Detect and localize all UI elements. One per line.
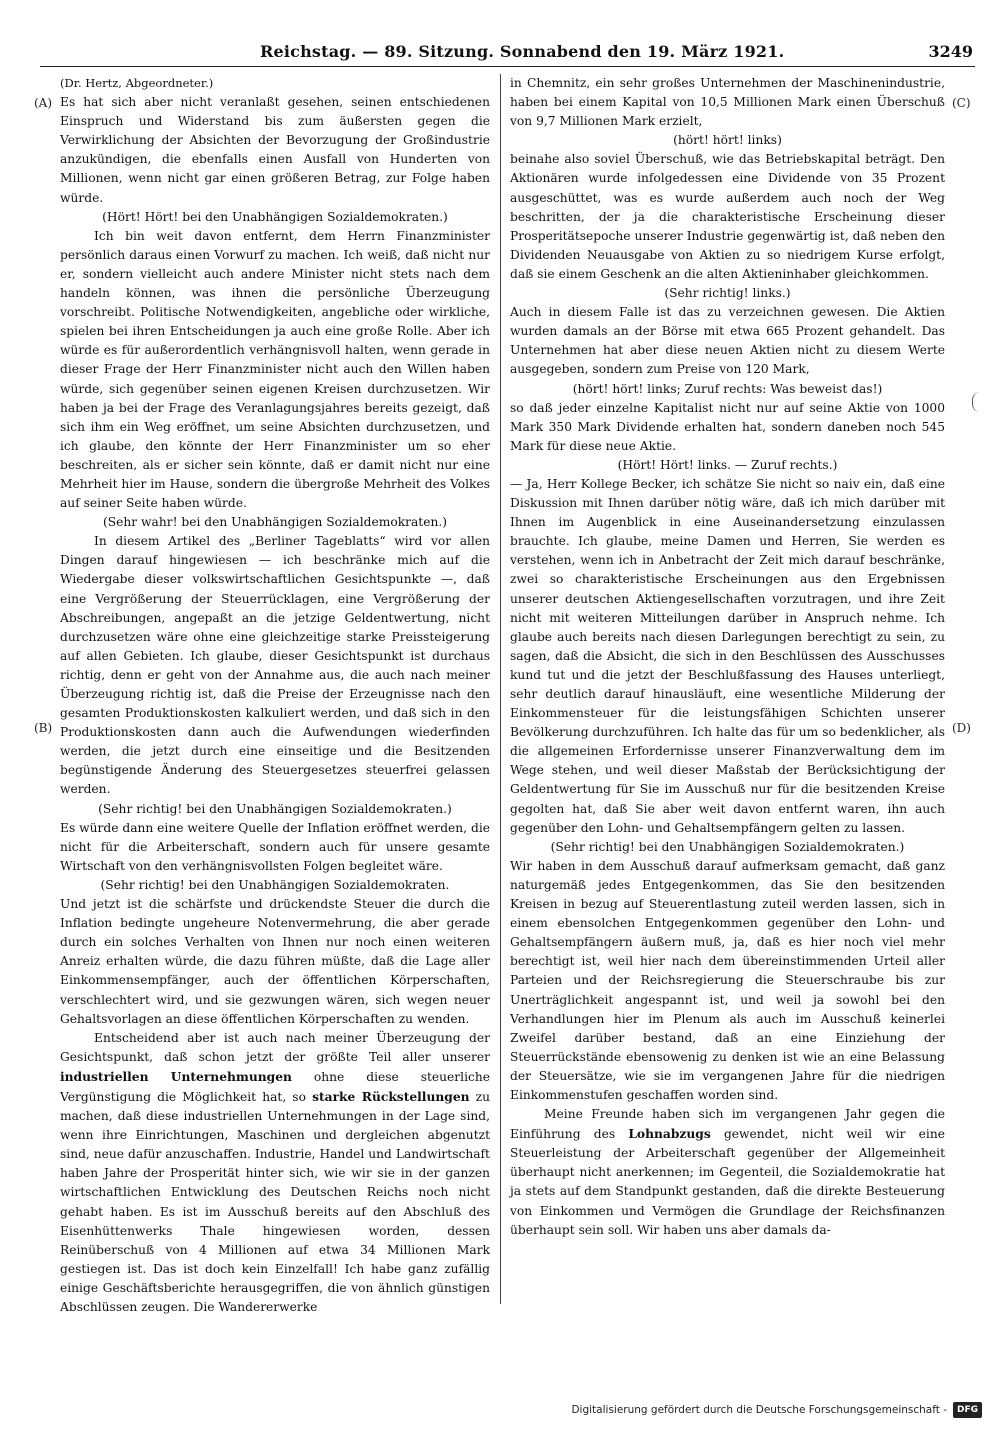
dfg-logo: DFG: [953, 1402, 982, 1418]
interjection: (Sehr richtig! bei den Unabhängigen Sozialdemokraten.): [98, 801, 452, 816]
interjection: (hört! hört! links): [673, 133, 782, 148]
speaker-line: (Dr. Hertz, Abgeordneter.): [60, 76, 214, 90]
paragraph: Entscheidend aber ist auch nach meiner Überzeugung der Gesichtspunkt, daß schon jetzt der größte Teil aller unserer industriellen Unternehmungen ohne diese steuerliche Vergünstigung die Möglichkeit hat, so starke Rückstellungen zu machen, daß diese industriellen Unternehmungen in der Lage sind, wenn ihre Einrichtungen, Maschinen und dergleichen abgenutzt sind, neue dafür anzuschaffen. Industrie, Handel und Landwirtschaft haben Jahre der Prosperität hinter sich, wie wir sie in der ganzen wirtschaftlichen Entwicklung des Deutschen Reichs noch nicht gehabt haben. Es ist im Ausschuß bereits auf den Abschluß des Eisenhüttenwerks Thale hingewiesen worden, dessen Reinüberschuß von 4 Millionen auf etwa 34 Millionen Mark gestiegen ist. Das ist doch kein Einzelfall! Ich habe ganz zufällig einige Geschäftsberichte herausgegriffen, die von ähnlich günstigen Abschlüssen zeugen. Die Wandererwerke: [60, 1030, 491, 1314]
interjection: (Sehr richtig! links.): [664, 286, 791, 301]
running-title: Reichstag. — 89. Sitzung. Sonnabend den 19. März 1921.: [260, 42, 785, 61]
interjection: (Sehr richtig! bei den Unabhängigen Sozialdemokraten.: [100, 877, 450, 892]
emphasis: Lohnabzugs: [628, 1126, 711, 1142]
margin-marker-a: (A): [34, 96, 53, 110]
column-divider: [500, 74, 501, 1304]
margin-marker-c: (C): [952, 96, 971, 110]
page-header: [40, 36, 975, 67]
interjection: (hört! hört! links; Zuruf rechts: Was beweist das!): [572, 381, 883, 396]
page-edge-mark: [972, 392, 983, 412]
paragraph: beinahe also soviel Überschuß, wie das Betriebskapital beträgt. Den Aktionären wurde infolgedessen eine Dividende von 35 Prozent ausgeschüttet, was es wurde außerdem auch noch der Weg beschritten, der ja die charakteristische Erscheinung dieser Prosperitätsepoche unserer Industrie gegenwärtig ist, daß neben den Dividenden Neuausgabe von Aktien zu so niedrigem Kurse erfolgt, daß sie einem Geschenk an die alten Aktieninhaber gleichkommen.: [510, 152, 945, 281]
paragraph: Meine Freunde haben sich im vergangenen Jahr gegen die Einführung des Lohnabzugs gewendet, nicht weil wir eine Steuerleistung der Arbeiterschaft gegenüber der Allgemeinheit überhaupt nicht anerkennen; im Gegenteil, die Sozialdemokratie hat ja stets auf dem Standpunkt gestanden, daß die direkte Besteuerung von Einkommen und Vermögen die Grundlage der Reichsfinanzen überhaupt sein soll. Wir haben uns aber damals da-: [510, 1107, 945, 1237]
margin-marker-d: (D): [952, 721, 971, 735]
paragraph: Ich bin weit davon entfernt, dem Herrn Finanzminister persönlich daraus einen Vorwurf zu machen. Ich weiß, daß nicht nur er, sondern vielleicht auch andere Minister nicht stets nach dem handeln können, was ihnen die persönliche Überzeugung vorschreibt. Politische Notwendigkeiten, angebliche oder wirkliche, spielen bei ihren Entscheidungen ja auch eine große Rolle. Aber ich würde es für außerordentlich verhängnisvoll halten, wenn gerade in dieser Frage der Herr Finanzminister nicht auch den Willen haben würde, sich gegenüber seinen eigenen Kreisen durchzusetzen. Wir haben ja bei der Frage des Veranlagungsjahres bereits gezeigt, daß sich ihm ein Weg eröffnet, um seine Absichten durchzusetzen, und ich glaube, den könnte der Herr Finanzminister um so eher beschreiten, als er sicher sein könnte, daß er damit nicht nur eine Mehrheit hier im Hause, sondern die übergroße Mehrheit des Volkes auf seiner Seite haben würde.: [60, 228, 490, 511]
interjection: (Sehr wahr! bei den Unabhängigen Sozialdemokraten.): [102, 515, 448, 530]
paragraph: — Ja, Herr Kollege Becker, ich schätze Sie nicht so naiv ein, daß eine Diskussion mit Ihnen darüber nötig wäre, daß ich mich darüber mit Ihnen im Augenblick in eine Auseinandersetzung einzulassen brauchte. Ich glaube, meine Damen und Herren, Sie werden es verstehen, wenn ich in Anbetracht der Zeit mich darauf beschränke, zwei so charakteristische Erscheinungen aus den Ergebnissen unserer deutschen Aktiengesellschaften vorzutragen, und ihre Zeit nicht mit weiteren Mitteilungen darüber in Anspruch nehme. Ich glaube auch bereits nach diesen Darlegungen berechtigt zu sein, zu sagen, daß die Absicht, die sich in den Beschlüssen des Ausschusses kund tut und die jetzt der Beschlußfassung des Hauses unterliegt, sehr deutlich darauf hinausläuft, eine wesentliche Milderung der Einkommensteuer für die leistungsfähigen Schichten unserer Bevölkerung durchzuführen. Ich halte das für um so bedenklicher, als die allgemeinen Erfordernisse unserer Finanzverwaltung dem im Wege stehen, und weil dieser Maßstab der Berücksichtigung der Geldentwertung für Sie im Ausschuß nur für die besitzenden Kreise gegolten hat, daß Sie aber weit davon entfernt waren, ihn auch gegenüber den Lohn- und Gehaltsempfängern gelten zu lassen.: [510, 476, 945, 835]
paragraph: Es würde dann eine weitere Quelle der Inflation eröffnet werden, die nicht für die Arbeiterschaft, sondern auch für unsere gesamte Wirtschaft von den verhängnisvollsten Folgen begleitet wäre.: [60, 820, 490, 873]
margin-marker-b: (B): [34, 721, 53, 735]
left-column: [60, 74, 490, 1317]
paragraph: Es hat sich aber nicht veranlaßt gesehen, seinen entschiedenen Einspruch und Widerstand bis zum äußersten gegen die Verwirklichung der Absichten der Bevorzugung der Großindustrie anzukündigen, die ebenfalls einen Ausfall von Hunderten von Millionen, wenn nicht gar einen größeren Betrag, zur Folge haben würde.: [60, 95, 490, 205]
paragraph: so daß jeder einzelne Kapitalist nicht nur auf seine Aktie von 1000 Mark 350 Mark Dividende erhalten hat, sondern daneben noch 545 Mark für diese neue Aktie.: [510, 400, 945, 453]
paragraph: Und jetzt ist die schärfste und drückendste Steuer die durch die Inflation bedingte ungeheure Notenvermehrung, die aber gerade durch ein solches Verhalten von Ihnen nur noch einen weiteren Anreiz erhalten würde, die dazu führen müßte, daß die Lage aller Einkommensempfänger, auch der öffentlichen Körperschaften, verschlechtert wird, und sie gezwungen wären, sich wegen neuer Gehaltsvorlagen an diese öffentlichen Körperschaften zu wenden.: [60, 897, 490, 1026]
interjection: (Sehr richtig! bei den Unabhängigen Sozialdemokraten.): [550, 839, 905, 854]
interjection: (Hört! Hört! bei den Unabhängigen Sozialdemokraten.): [102, 209, 448, 224]
interjection: (Hört! Hört! links. — Zuruf rechts.): [617, 457, 838, 472]
paragraph: In diesem Artikel des „Berliner Tageblatts“ wird vor allen Dingen darauf hingewiesen — ich beschränke mich auf die Wiedergabe dieser volkswirtschaftlichen Gesichtspunkte —, daß eine Vergrößerung der Steuerrücklagen, eine Vergrößerung der Abschreibungen, angepaßt an die jetzige Geldentwertung, nicht durchzusetzen wäre ohne eine gleichzeitige starke Preissteigerung auf allen Gebieten. Ich glaube, dieser Gesichtspunkt ist durchaus richtig, denn er geht von der Annahme aus, die auch nach meiner Überzeugung richtig ist, daß die Preise der Erzeugnisse nach den gesamten Produktionskosten kalkuliert werden, und daß sich in den Produktionskosten dann auch die Aufwendungen wiederfinden werden, die jetzt durch eine einseitige und die Besitzenden begünstigende Änderung des Steuergesetzes steuerfrei gelassen werden.: [60, 534, 490, 797]
page-number: 3249: [928, 42, 973, 61]
emphasis: starke Rückstellungen: [312, 1088, 470, 1104]
paragraph: Auch in diesem Falle ist das zu verzeichnen gewesen. Die Aktien wurden damals an der Börse mit etwa 665 Prozent gehandelt. Das Unternehmen hat aber diese neuen Aktien nicht zu diesem Werte ausgegeben, sondern zum Preise von 120 Mark,: [510, 305, 945, 377]
right-column: [510, 74, 945, 1240]
paragraph: in Chemnitz, ein sehr großes Unternehmen der Maschinenindustrie, haben bei einem Kapital von 10,5 Millionen Mark einen Überschuß von 9,7 Millionen Mark erzielt,: [510, 76, 945, 129]
emphasis: industriellen Unternehmungen: [60, 1068, 292, 1084]
footer-credit: Digitalisierung gefördert durch die Deutsche Forschungsgemeinschaft -: [571, 1404, 947, 1416]
paragraph: Wir haben in dem Ausschuß darauf aufmerksam gemacht, daß ganz naturgemäß jedes Entgegenkommen, das Sie den besitzenden Kreisen in bezug auf Steuerentlastung zuteil werden lassen, sich in einem ebensolchen Entgegenkommen gegenüber den Lohn- und Gehaltsempfängern äußern muß, ja, daß es hier noch viel mehr berechtigt ist, weil hier nach dem übereinstimmenden Urteil aller Parteien und der Reichsregierung die Steuerschraube bis zur Unerträglichkeit angespannt ist, und weil ja sowohl bei den Verhandlungen hier im Plenum als auch im Ausschuß keinerlei Zweifel darüber bestand, daß an eine Einziehung der Steuerrückstände ebensowenig zu denken ist wie an eine Belassung der Steuersätze, wie sie im vergangenen Jahre für die niedrigen Einkommenstufen geschaffen worden sind.: [510, 858, 945, 1102]
footer: [571, 1400, 982, 1420]
